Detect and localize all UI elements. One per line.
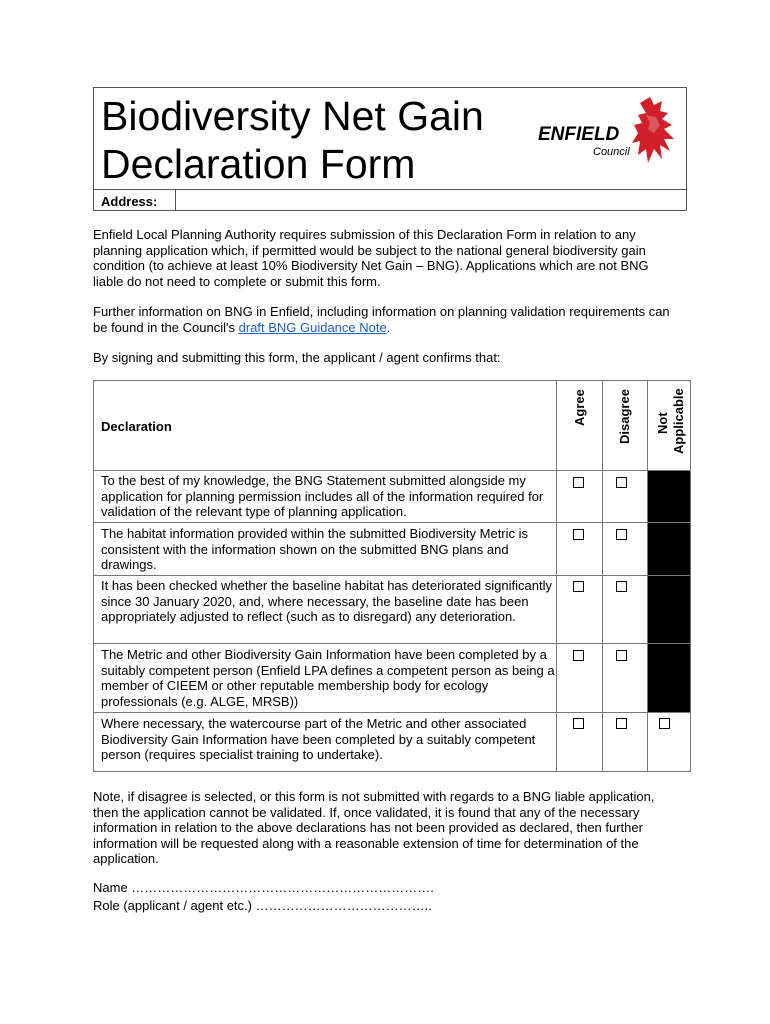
table-row-divider [93, 522, 691, 523]
table-row-divider [93, 712, 691, 713]
na-disabled-cell [648, 523, 690, 575]
agree-checkbox-row-4[interactable] [573, 650, 584, 661]
agree-header: Agree [572, 389, 587, 426]
logo-wordmark: ENFIELD [538, 124, 620, 145]
dragon-icon [538, 95, 686, 167]
disagree-checkbox-row-2[interactable] [616, 529, 627, 540]
declaration-row-4: The Metric and other Biodiversity Gain Information have been completed by a suitably competent person (Enfield LPA defines a competent person as being a member of CIEEM or other reputable membership body for ecology professionals (e.g. ALGE, MRSB)) [101, 647, 555, 709]
note-paragraph: Note, if disagree is selected, or this form is not submitted with regards to a BNG liable application, then the application cannot be validated. If, once validated, it is found that any of the necessary information in relation to the above declarations has not been provided as declared, then further information will be requested along with a reasonable extension of time for determination of the application. [93, 789, 655, 867]
agree-checkbox-row-3[interactable] [573, 581, 584, 592]
disagree-checkbox-row-4[interactable] [616, 650, 627, 661]
agree-checkbox-row-1[interactable] [573, 477, 584, 488]
declaration-row-3: It has been checked whether the baseline habitat has deteriorated significantly since 30 January 2020, and, where necessary, the baseline date has been appropriately adjusted to reflect (such as to disregard) any deterioration. [101, 578, 552, 625]
further-info-end: . [386, 319, 391, 335]
table-row-divider [93, 643, 691, 644]
enfield-council-logo [538, 95, 686, 167]
name-field[interactable]: Name ……………………………………………………………. [93, 880, 434, 895]
disagree-checkbox-row-5[interactable] [616, 718, 627, 729]
title-line-2: Declaration Form [101, 141, 416, 187]
address-label: Address: [101, 194, 158, 209]
declaration-row-5: Where necessary, the watercourse part of the Metric and other associated Biodiversity Gain Information have been completed by a suitably competent person (requires specialist training to undertake). [101, 716, 536, 763]
na-disabled-cell [648, 644, 690, 712]
confirm-paragraph: By signing and submitting this form, the applicant / agent confirms that: [93, 350, 501, 365]
intro-paragraph: Enfield Local Planning Authority requires submission of this Declaration Form in relation to any planning application which, if permitted would be subject to the national general biodiversity gain condition (to achieve at least 10% Biodiversity Net Gain – BNG). Applications which are not BNG liable do not need to complete or submit this form. [93, 227, 649, 289]
agree-checkbox-row-2[interactable] [573, 529, 584, 540]
further-info-paragraph [93, 304, 678, 335]
declaration-row-1: To the best of my knowledge, the BNG Statement submitted alongside my application for planning permission includes all of the information required for validation of the relevant type of planning application. [101, 473, 544, 520]
role-field[interactable]: Role (applicant / agent etc.) ………………………………….. [93, 898, 432, 913]
further-info-text: Further information on BNG in Enfield, including information on planning validation requirements can be found in the Council's [93, 304, 670, 335]
title-line-1: Biodiversity Net Gain [101, 93, 484, 139]
not-applicable-checkbox-row-5[interactable] [659, 718, 670, 729]
logo-subtitle: Council [593, 146, 630, 158]
na-disabled-cell [648, 471, 690, 522]
disagree-checkbox-row-1[interactable] [616, 477, 627, 488]
table-divider [556, 380, 557, 772]
address-row [93, 189, 687, 211]
agree-checkbox-row-5[interactable] [573, 718, 584, 729]
declaration-row-2: The habitat information provided within the submitted Biodiversity Metric is consistent with the information shown on the submitted BNG plans and drawings. [101, 526, 529, 573]
table-divider [602, 380, 603, 772]
guidance-note-link[interactable]: draft BNG Guidance Note [238, 319, 387, 335]
not-applicable-header-line-1: Not [655, 412, 670, 434]
not-applicable-header-line-2: Applicable [671, 388, 686, 454]
table-row-divider [93, 575, 691, 576]
na-disabled-cell [648, 576, 690, 643]
address-divider [175, 189, 176, 211]
disagree-header: Disagree [617, 389, 632, 444]
disagree-checkbox-row-3[interactable] [616, 581, 627, 592]
table-row-divider [93, 470, 691, 471]
page-title [101, 92, 484, 188]
declaration-header: Declaration [101, 419, 172, 434]
